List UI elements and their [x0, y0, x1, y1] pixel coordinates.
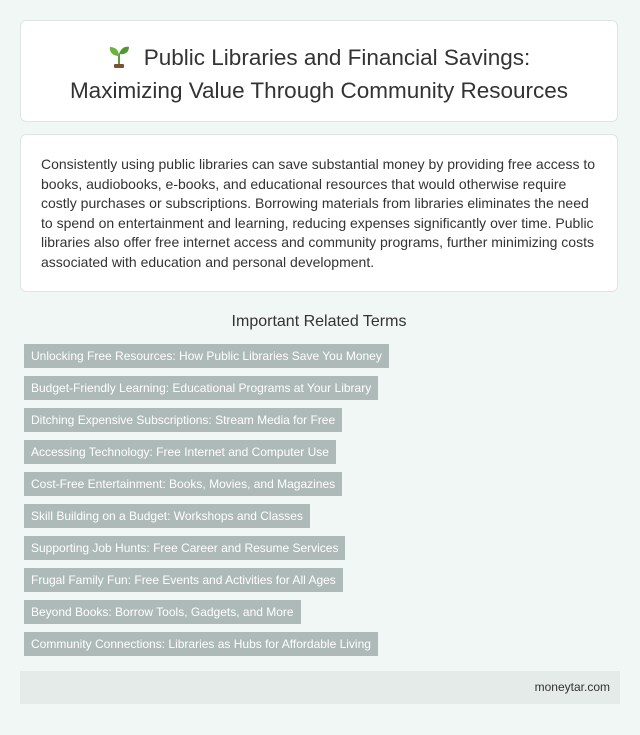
title-line-1: Public Libraries and Financial Savings:: [143, 45, 531, 70]
term-tag[interactable]: Skill Building on a Budget: Workshops and Classes: [24, 504, 310, 528]
term-tag[interactable]: Ditching Expensive Subscriptions: Stream Media for Free: [24, 408, 342, 432]
summary-card: [20, 134, 618, 292]
term-tag[interactable]: Community Connections: Libraries as Hubs for Affordable Living: [24, 632, 378, 656]
term-tag[interactable]: Beyond Books: Borrow Tools, Gadgets, and More: [24, 600, 301, 624]
term-tag[interactable]: Budget-Friendly Learning: Educational Programs at Your Library: [24, 376, 378, 400]
term-tag[interactable]: Cost-Free Entertainment: Books, Movies, and Magazines: [24, 472, 342, 496]
sprout-icon: [108, 44, 130, 76]
term-tag[interactable]: Frugal Family Fun: Free Events and Activities for All Ages: [24, 568, 343, 592]
term-tag[interactable]: Accessing Technology: Free Internet and Computer Use: [24, 440, 336, 464]
summary-text: Consistently using public libraries can save substantial money by providing free access to books, audiobooks, e-books, and educational resources that would otherwise require costly purchases or subscriptions. Borrowing materials from libraries eliminates the need to spend on entertainment and learning, reducing expenses significantly over time. Public libraries also offer free internet access and community programs, further minimizing costs associated with education and personal development.: [41, 156, 596, 270]
title-line-2: Maximizing Value Through Community Resources: [69, 78, 569, 103]
related-terms-list: [24, 344, 614, 664]
term-tag[interactable]: Supporting Job Hunts: Free Career and Resume Services: [24, 536, 345, 560]
footer-site-name[interactable]: moneytar.com: [534, 680, 610, 694]
term-tag[interactable]: Unlocking Free Resources: How Public Libraries Save You Money: [24, 344, 389, 368]
page-title: [21, 21, 617, 106]
title-card: [20, 20, 618, 122]
footer: [20, 671, 620, 704]
related-terms-heading: Important Related Terms: [231, 313, 407, 330]
